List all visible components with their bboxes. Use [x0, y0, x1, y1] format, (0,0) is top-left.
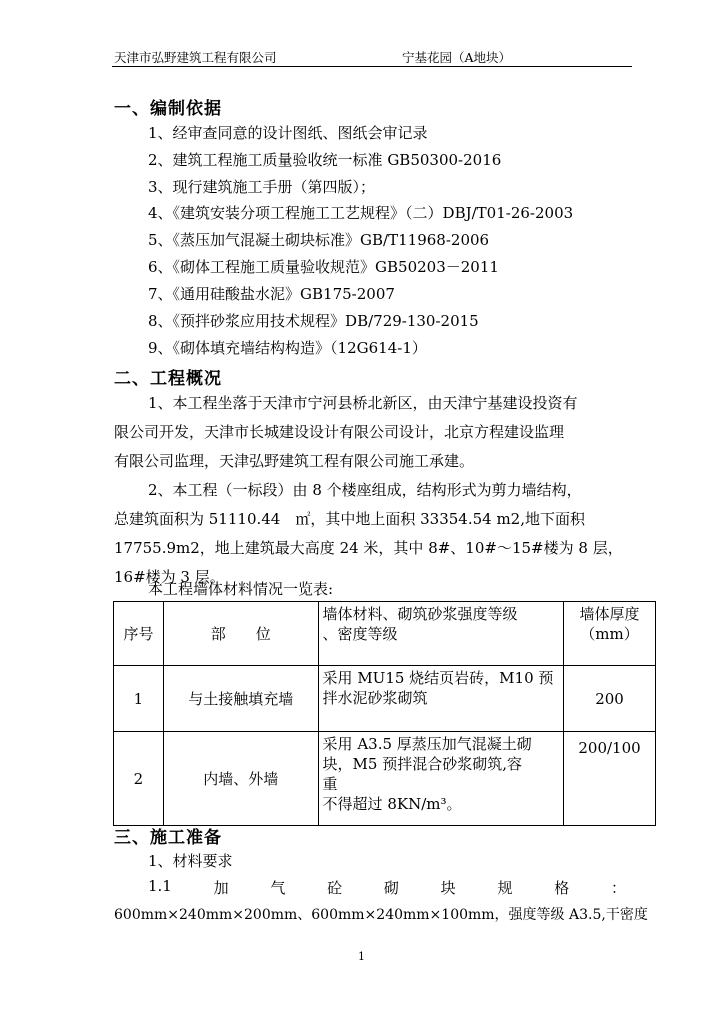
- spec-word: ：: [610, 879, 626, 897]
- spec-word: 格: [554, 879, 570, 897]
- row2-no: 2: [114, 732, 164, 826]
- header-part: 部 位: [163, 602, 318, 666]
- overview-p2-line2: 总建筑面积为 51110.44 ㎡，其中地上面积 33354.54 m2,地下面积: [114, 510, 585, 528]
- header-material-line1: 墙体材料、砌筑砂浆强度等级: [322, 605, 518, 623]
- header-company: 天津市弘野建筑工程有限公司: [114, 50, 277, 65]
- row1-material: [318, 666, 564, 732]
- header-project: 宁基花园（A地块）: [402, 50, 512, 65]
- section1-title: 一、编制依据: [114, 99, 222, 119]
- spec-word: 气: [270, 879, 286, 897]
- table-row: [114, 732, 656, 826]
- overview-p2-line4: 16#楼为 3 层。: [114, 568, 225, 586]
- overview-p1-line3: 有限公司监理，天津弘野建筑工程有限公司施工承建。: [114, 452, 475, 470]
- block-spec-line2: 600mm×240mm×200mm、600mm×240mm×100mm，强度等级 A3.5,干密度: [114, 907, 648, 923]
- row2-material-line2: 块，M5 预拌混合砂浆砌筑,容: [322, 755, 522, 773]
- table-caption: 本工程墙体材料情况一览表:: [148, 580, 334, 598]
- header-thickness-line2: （mm）: [580, 625, 639, 643]
- row2-thickness: 200/100: [564, 732, 656, 826]
- basis-item-8: 8、《预拌砂浆应用技术规程》DB/729-130-2015: [148, 312, 479, 330]
- spec-word: 块: [440, 879, 456, 897]
- spec-word: 砼: [327, 879, 343, 897]
- basis-item-5: 5、《蒸压加气混凝土砌块标准》GB/T11968-2006: [148, 231, 490, 249]
- section3-title: 三、施工准备: [114, 828, 222, 848]
- basis-item-1: 1、经审查同意的设计图纸、图纸会审记录: [148, 124, 428, 142]
- overview-p2-line1: 2、本工程（一标段）由 8 个楼座组成，结构形式为剪力墙结构，: [148, 481, 582, 499]
- overview-p2-line3: 17755.9m2，地上建筑最大高度 24 米，其中 8#、10#～15#楼为 8 层，: [114, 539, 623, 557]
- spec-word: 砌: [383, 879, 399, 897]
- header-thickness-line1: 墙体厚度: [579, 605, 640, 623]
- section2-title: 二、工程概况: [114, 369, 222, 389]
- basis-item-9: 9、《砌体填充墙结构构造》（12G614-1）: [148, 339, 427, 357]
- spec-word: 加: [213, 879, 229, 897]
- basis-item-3: 3、现行建筑施工手册（第四版）；: [148, 178, 376, 196]
- table-row: [114, 666, 656, 732]
- materials-subtitle: 1、材料要求: [148, 852, 233, 870]
- basis-item-2: 2、建筑工程施工质量验收统一标准 GB50300-2016: [148, 151, 502, 169]
- basis-item-4: 4、《建筑安装分项工程施工工艺规程》（二）DBJ/T01-26-2003: [148, 204, 574, 222]
- basis-item-7: 7、《通用硅酸盐水泥》GB175-2007: [148, 285, 395, 303]
- page-header: [112, 46, 632, 67]
- row2-material-line4: 不得超过 8KN/m³。: [322, 795, 462, 813]
- overview-p1-line1: 1、本工程坐落于天津市宁河县桥北新区，由天津宁基建设投资有: [148, 394, 578, 412]
- header-material-line2: 、密度等级: [322, 625, 398, 643]
- row2-material: [318, 732, 564, 826]
- row1-no: 1: [114, 666, 164, 732]
- header-thickness: [564, 602, 656, 666]
- wall-material-table: [113, 601, 656, 826]
- row1-thickness: 200: [564, 666, 656, 732]
- header-no: 序号: [114, 602, 164, 666]
- row1-part: 与土接触填充墙: [163, 666, 318, 732]
- row1-material-line1: 采用 MU15 烧结页岩砖，M10 预: [322, 669, 554, 687]
- block-spec-line1: [148, 877, 626, 898]
- spec-word: 规: [497, 879, 513, 897]
- basis-item-6: 6、《砌体工程施工质量验收规范》GB50203－2011: [148, 258, 499, 276]
- row2-material-line1: 采用 A3.5 厚蒸压加气混凝土砌: [322, 735, 532, 753]
- page-number: 1: [358, 950, 365, 963]
- spec-word: 1.1: [148, 877, 172, 895]
- row1-material-line2: 拌水泥砂浆砌筑: [322, 689, 428, 707]
- overview-p1-line2: 限公司开发，天津市长城建设设计有限公司设计，北京方程建设监理: [114, 423, 565, 441]
- table-header-row: [114, 602, 656, 666]
- header-material: [318, 602, 564, 666]
- row2-part: 内墙、外墙: [163, 732, 318, 826]
- row2-material-line3: 重: [322, 775, 338, 793]
